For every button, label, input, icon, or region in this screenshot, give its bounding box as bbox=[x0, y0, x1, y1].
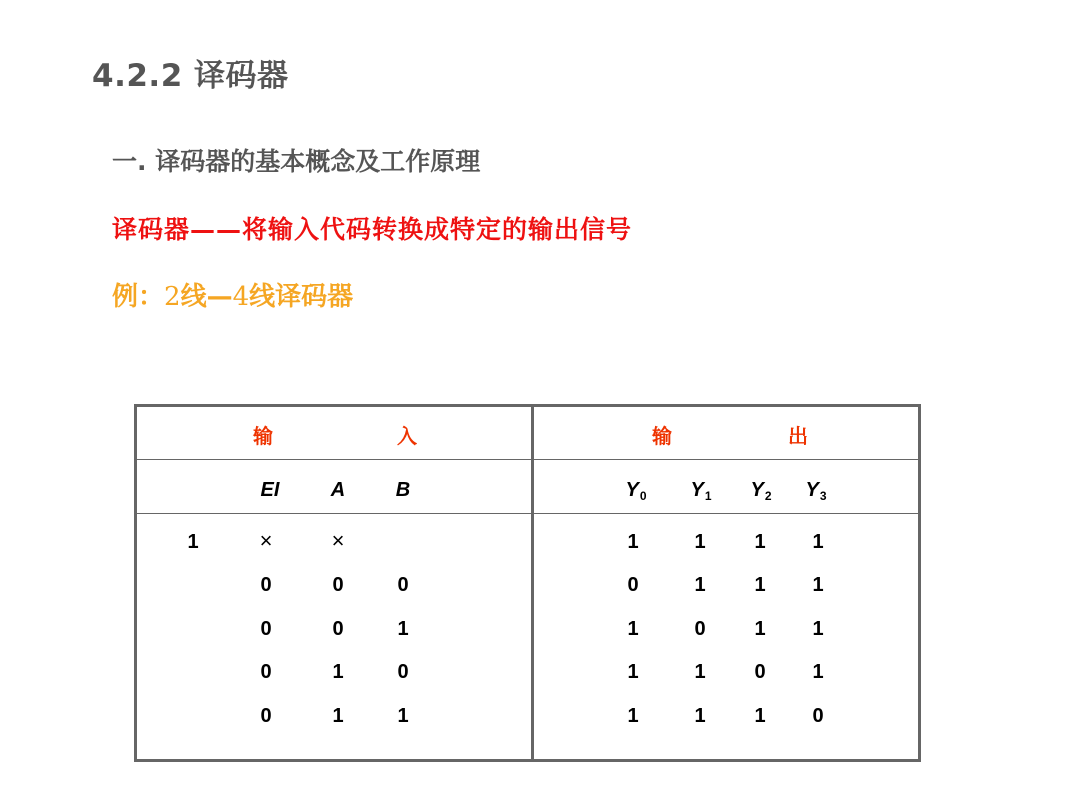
example-prefix: 例： bbox=[112, 282, 165, 312]
cell-r3-out3: 1 bbox=[754, 618, 766, 640]
col-header-y1 bbox=[690, 478, 711, 508]
cell-r3-out2: 0 bbox=[694, 618, 706, 640]
cell-r2-out4: 1 bbox=[812, 574, 824, 596]
example-number-2: 2 bbox=[164, 282, 181, 312]
cell-r5-in1: 0 bbox=[260, 705, 272, 727]
y3-main: Y bbox=[805, 479, 819, 501]
row-divider bbox=[137, 513, 918, 514]
definition-text: 译码器——将输入代码转换成特定的输出信号 bbox=[112, 215, 633, 244]
cell-r2-out3: 1 bbox=[754, 574, 766, 596]
cell-r1-out2: 1 bbox=[694, 531, 706, 553]
col-header-y0 bbox=[625, 478, 646, 508]
example-text-1: 线— bbox=[180, 282, 233, 312]
cell-r4-in2: 1 bbox=[332, 661, 344, 683]
cell-r3-in1: 0 bbox=[260, 618, 272, 640]
cell-r2-out2: 1 bbox=[694, 574, 706, 596]
truth-table bbox=[134, 404, 921, 762]
cell-r4-out3: 0 bbox=[754, 661, 766, 683]
col-header-y3 bbox=[805, 478, 826, 508]
example-text-2: 线译码器 bbox=[249, 282, 354, 312]
cell-r5-out2: 1 bbox=[694, 705, 706, 727]
cell-r1-out4: 1 bbox=[812, 531, 824, 553]
cell-r5-in2: 1 bbox=[332, 705, 344, 727]
header-input-char-2: 入 bbox=[397, 424, 417, 448]
header-input-char-1: 输 bbox=[253, 424, 273, 448]
cell-r3-in3: 1 bbox=[397, 618, 409, 640]
cell-r1-out3: 1 bbox=[754, 531, 766, 553]
cell-r2-out1: 0 bbox=[627, 574, 639, 596]
col-header-y2 bbox=[750, 478, 771, 508]
y3-sub: 3 bbox=[819, 489, 827, 503]
cell-r4-in1: 0 bbox=[260, 661, 272, 683]
cell-r3-out4: 1 bbox=[812, 618, 824, 640]
page-title: 4.2.2 译码器 bbox=[92, 58, 289, 94]
cell-r5-in3: 1 bbox=[397, 705, 409, 727]
cell-r4-in3: 0 bbox=[397, 661, 409, 683]
cell-r3-out1: 1 bbox=[627, 618, 639, 640]
cell-r2-in2: 0 bbox=[332, 574, 344, 596]
cell-r3-in2: 0 bbox=[332, 618, 344, 640]
header-output-char-1: 输 bbox=[652, 424, 672, 448]
y0-main: Y bbox=[625, 479, 639, 501]
cell-r4-out1: 1 bbox=[627, 661, 639, 683]
cell-r2-in1: 0 bbox=[260, 574, 272, 596]
y1-sub: 1 bbox=[704, 489, 712, 503]
y1-main: Y bbox=[690, 479, 704, 501]
section-heading: 一. 译码器的基本概念及工作原理 bbox=[112, 147, 481, 176]
row-divider bbox=[137, 459, 918, 460]
col-header-ei: EI bbox=[260, 479, 280, 501]
y2-main: Y bbox=[750, 479, 764, 501]
cell-r1-in1: × bbox=[259, 528, 273, 553]
y0-sub: 0 bbox=[639, 489, 647, 503]
header-output-char-2: 出 bbox=[788, 424, 808, 448]
cell-r5-out4: 0 bbox=[812, 705, 824, 727]
row-1-lead: 1 bbox=[187, 531, 199, 553]
col-header-b: B bbox=[395, 479, 411, 501]
cell-r1-in2: × bbox=[331, 528, 345, 553]
cell-r4-out4: 1 bbox=[812, 661, 824, 683]
example-text bbox=[112, 276, 353, 313]
example-number-4: 4 bbox=[232, 282, 250, 312]
cell-r5-out1: 1 bbox=[627, 705, 639, 727]
cell-r1-out1: 1 bbox=[627, 531, 639, 553]
y2-sub: 2 bbox=[764, 489, 772, 503]
col-header-a: A bbox=[330, 479, 346, 501]
cell-r5-out3: 1 bbox=[754, 705, 766, 727]
cell-r2-in3: 0 bbox=[397, 574, 409, 596]
cell-r4-out2: 1 bbox=[694, 661, 706, 683]
